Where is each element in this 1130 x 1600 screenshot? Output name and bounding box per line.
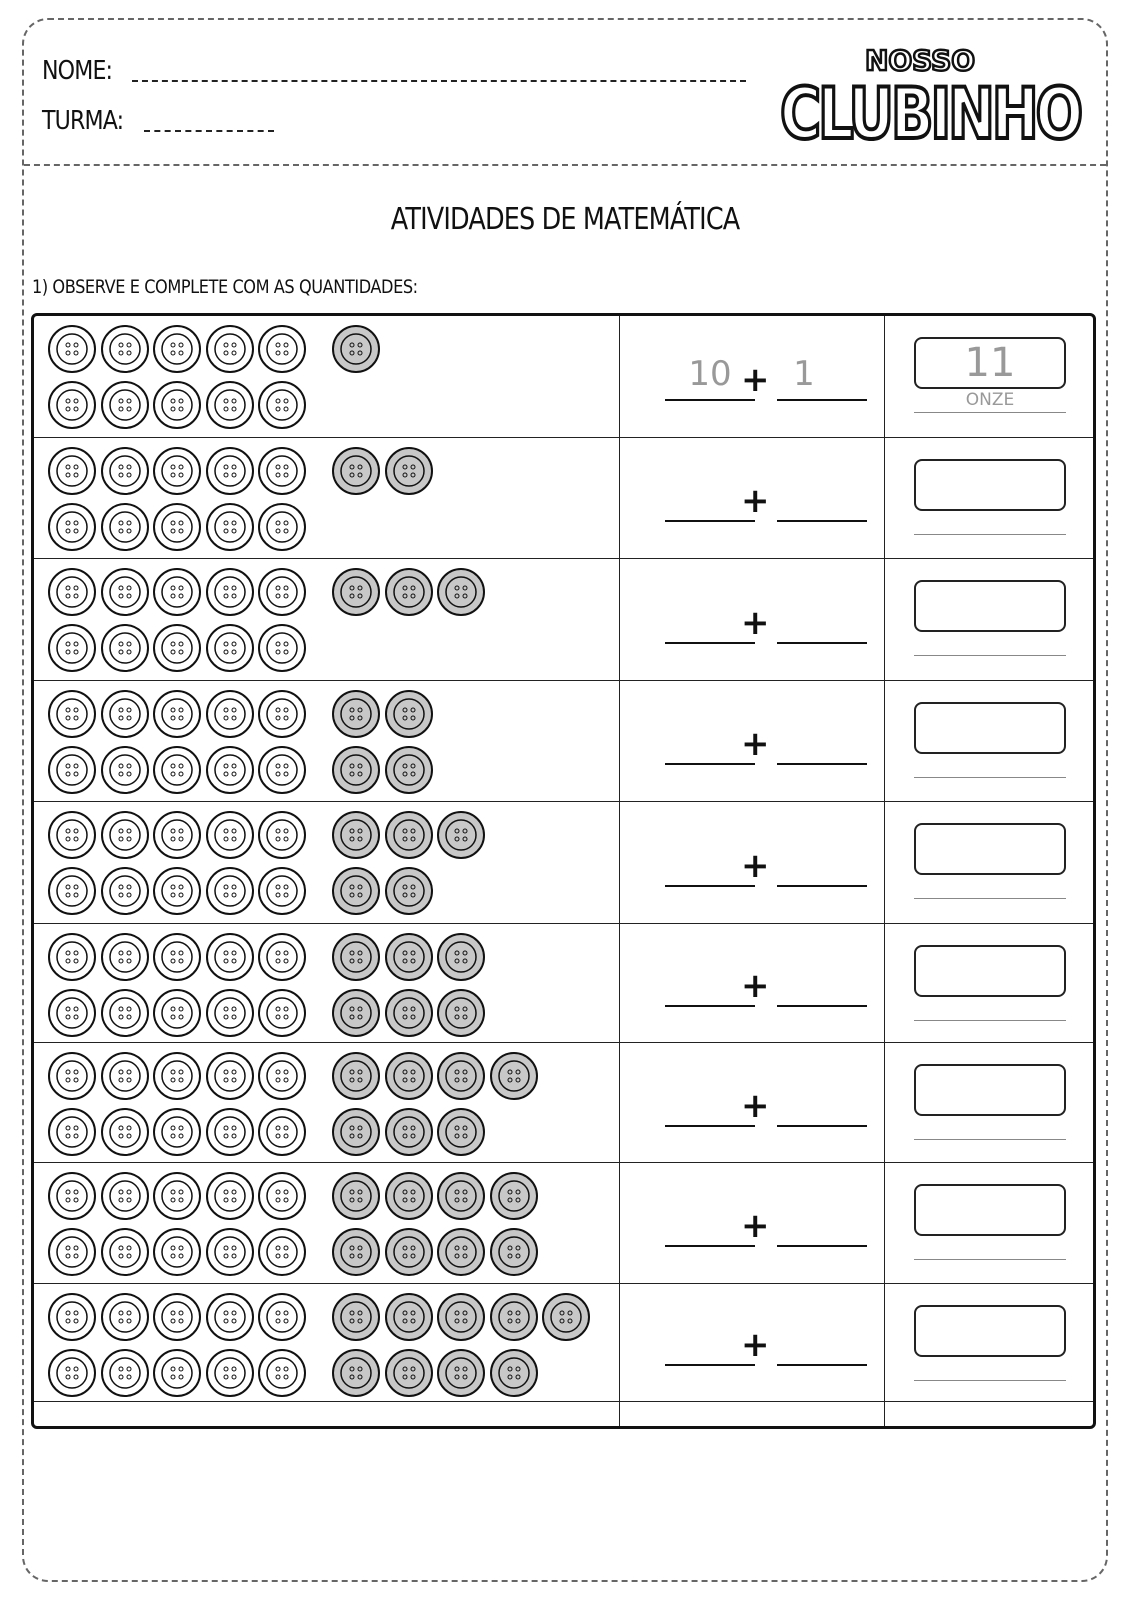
white-button-icon — [100, 380, 150, 430]
white-button-icon — [257, 1107, 307, 1157]
white-button-icon — [205, 1348, 255, 1398]
plus-sign: + — [741, 1086, 770, 1126]
plus-sign: + — [741, 1325, 770, 1365]
result-cell — [884, 1163, 1096, 1283]
gray-button-icon — [331, 1051, 381, 1101]
column-divider — [884, 316, 885, 1426]
gray-button-icon — [384, 866, 434, 916]
page-title: ATIVIDADES DE MATEMÁTICA — [390, 202, 740, 237]
gray-button-icon — [384, 745, 434, 795]
white-button-icon — [100, 446, 150, 496]
white-button-icon — [100, 623, 150, 673]
sum-cell — [619, 681, 884, 801]
gray-button-icon — [541, 1292, 591, 1342]
gray-button-icon — [331, 745, 381, 795]
gray-button-icon — [384, 1171, 434, 1221]
buttons-group — [34, 316, 619, 437]
white-button-icon — [205, 567, 255, 617]
white-button-icon — [47, 745, 97, 795]
white-button-icon — [257, 567, 307, 617]
gray-button-icon — [436, 988, 486, 1038]
white-button-icon — [152, 1227, 202, 1277]
sum-cell — [619, 559, 884, 680]
white-button-icon — [47, 689, 97, 739]
white-button-icon — [205, 988, 255, 1038]
gray-button-icon — [384, 1107, 434, 1157]
buttons-group — [34, 802, 619, 923]
white-button-icon — [257, 1292, 307, 1342]
gray-button-icon — [331, 932, 381, 982]
exercise-row — [34, 559, 1093, 681]
gray-button-icon — [331, 446, 381, 496]
result-number-box[interactable] — [914, 823, 1066, 875]
buttons-group — [34, 1284, 619, 1401]
exercise-instruction: 1) OBSERVE E COMPLETE COM AS QUANTIDADES: — [32, 276, 418, 298]
white-button-icon — [205, 1292, 255, 1342]
sum-cell — [619, 438, 884, 558]
white-button-icon — [47, 1348, 97, 1398]
white-button-icon — [47, 1051, 97, 1101]
result-cell — [884, 438, 1096, 558]
plus-sign: + — [741, 966, 770, 1006]
gray-button-icon — [436, 1227, 486, 1277]
gray-button-icon — [384, 1348, 434, 1398]
second-addend-blank[interactable] — [777, 642, 867, 644]
white-button-icon — [205, 446, 255, 496]
white-button-icon — [100, 932, 150, 982]
white-button-icon — [152, 567, 202, 617]
white-button-icon — [205, 932, 255, 982]
result-number-box[interactable] — [914, 459, 1066, 511]
column-divider — [619, 316, 620, 1426]
exercise-table — [31, 313, 1096, 1429]
gray-button-icon — [489, 1051, 539, 1101]
white-button-icon — [205, 502, 255, 552]
result-word-line[interactable] — [914, 1380, 1066, 1381]
result-number-box[interactable] — [914, 945, 1066, 997]
gray-button-icon — [436, 1107, 486, 1157]
white-button-icon — [257, 380, 307, 430]
result-word-line[interactable] — [914, 1139, 1066, 1140]
result-number-box[interactable] — [914, 1064, 1066, 1116]
logo-main-text: CLUBINHO — [780, 73, 1081, 155]
result-number-box[interactable]: 11 — [914, 337, 1066, 389]
gray-button-icon — [489, 1171, 539, 1221]
second-addend-blank[interactable] — [777, 520, 867, 522]
white-button-icon — [257, 324, 307, 374]
gray-button-icon — [331, 988, 381, 1038]
result-number-box[interactable] — [914, 1305, 1066, 1357]
result-word-line[interactable] — [914, 898, 1066, 899]
result-number-box[interactable] — [914, 1184, 1066, 1236]
gray-button-icon — [436, 1171, 486, 1221]
sum-cell — [619, 1163, 884, 1283]
header-divider — [24, 164, 1106, 166]
gray-button-icon — [436, 1348, 486, 1398]
gray-button-icon — [331, 1171, 381, 1221]
gray-button-icon — [331, 1348, 381, 1398]
buttons-group — [34, 559, 619, 680]
result-number-box[interactable] — [914, 580, 1066, 632]
white-button-icon — [257, 623, 307, 673]
result-cell — [884, 316, 1096, 437]
first-addend-value: 10 — [688, 354, 732, 394]
white-button-icon — [47, 380, 97, 430]
sum-cell — [619, 802, 884, 923]
sum-cell — [619, 924, 884, 1042]
exercise-row — [34, 438, 1093, 559]
plus-sign: + — [741, 1206, 770, 1246]
buttons-group — [34, 1043, 619, 1162]
white-button-icon — [47, 1107, 97, 1157]
white-button-icon — [152, 1171, 202, 1221]
white-button-icon — [152, 810, 202, 860]
buttons-group — [34, 681, 619, 801]
gray-button-icon — [331, 810, 381, 860]
buttons-group — [34, 924, 619, 1042]
name-label: NOME: — [42, 56, 113, 86]
gray-button-icon — [384, 932, 434, 982]
white-button-icon — [100, 1292, 150, 1342]
exercise-row — [34, 316, 1093, 438]
white-button-icon — [152, 380, 202, 430]
exercise-row — [34, 802, 1093, 924]
gray-button-icon — [384, 567, 434, 617]
white-button-icon — [152, 1348, 202, 1398]
white-button-icon — [205, 1171, 255, 1221]
exercise-row — [34, 1163, 1093, 1284]
class-label: TURMA: — [42, 106, 124, 136]
white-button-icon — [205, 689, 255, 739]
result-cell — [884, 802, 1096, 923]
white-button-icon — [205, 380, 255, 430]
result-cell — [884, 559, 1096, 680]
gray-button-icon — [331, 1292, 381, 1342]
white-button-icon — [205, 1107, 255, 1157]
white-button-icon — [152, 324, 202, 374]
white-button-icon — [47, 446, 97, 496]
gray-button-icon — [384, 1227, 434, 1277]
gray-button-icon — [489, 1292, 539, 1342]
second-addend-value: 1 — [793, 354, 815, 394]
result-cell — [884, 1043, 1096, 1162]
gray-button-icon — [331, 567, 381, 617]
exercise-row — [34, 1284, 1093, 1402]
white-button-icon — [152, 1107, 202, 1157]
buttons-group — [34, 1163, 619, 1283]
gray-button-icon — [436, 1051, 486, 1101]
white-button-icon — [47, 1171, 97, 1221]
result-word-line[interactable] — [914, 777, 1066, 778]
white-button-icon — [257, 1348, 307, 1398]
white-button-icon — [100, 1348, 150, 1398]
result-word: ONZE — [965, 390, 1015, 410]
white-button-icon — [152, 745, 202, 795]
white-button-icon — [152, 1292, 202, 1342]
white-button-icon — [100, 567, 150, 617]
white-button-icon — [257, 1051, 307, 1101]
gray-button-icon — [331, 689, 381, 739]
white-button-icon — [47, 567, 97, 617]
white-button-icon — [152, 866, 202, 916]
white-button-icon — [47, 988, 97, 1038]
white-button-icon — [152, 988, 202, 1038]
gray-button-icon — [331, 1227, 381, 1277]
white-button-icon — [100, 745, 150, 795]
buttons-group — [34, 438, 619, 558]
second-addend-blank[interactable] — [777, 1005, 867, 1007]
white-button-icon — [257, 1171, 307, 1221]
white-button-icon — [205, 324, 255, 374]
sum-cell — [619, 1043, 884, 1162]
gray-button-icon — [489, 1227, 539, 1277]
gray-button-icon — [384, 1292, 434, 1342]
white-button-icon — [100, 810, 150, 860]
white-button-icon — [205, 866, 255, 916]
second-addend-blank[interactable] — [777, 1245, 867, 1247]
white-button-icon — [47, 866, 97, 916]
white-button-icon — [205, 810, 255, 860]
white-button-icon — [100, 502, 150, 552]
white-button-icon — [152, 1051, 202, 1101]
logo-top-text: NOSSO — [864, 44, 976, 77]
name-field[interactable] — [132, 80, 746, 82]
result-number-box[interactable] — [914, 702, 1066, 754]
gray-button-icon — [384, 689, 434, 739]
result-word-line[interactable] — [914, 412, 1066, 413]
second-addend-blank[interactable] — [777, 1364, 867, 1366]
gray-button-icon — [331, 866, 381, 916]
white-button-icon — [100, 988, 150, 1038]
white-button-icon — [257, 932, 307, 982]
logo — [772, 40, 1090, 158]
result-cell — [884, 1284, 1096, 1401]
result-cell — [884, 681, 1096, 801]
white-button-icon — [205, 1227, 255, 1277]
gray-button-icon — [489, 1348, 539, 1398]
exercise-row — [34, 681, 1093, 802]
white-button-icon — [100, 1171, 150, 1221]
white-button-icon — [205, 745, 255, 795]
gray-button-icon — [384, 988, 434, 1038]
white-button-icon — [152, 932, 202, 982]
plus-sign: + — [741, 360, 770, 400]
white-button-icon — [100, 1107, 150, 1157]
white-button-icon — [152, 446, 202, 496]
second-addend-blank[interactable] — [777, 885, 867, 887]
gray-button-icon — [384, 810, 434, 860]
white-button-icon — [47, 1292, 97, 1342]
gray-button-icon — [331, 1107, 381, 1157]
white-button-icon — [257, 1227, 307, 1277]
white-button-icon — [100, 1227, 150, 1277]
sum-cell — [619, 316, 884, 437]
white-button-icon — [47, 1227, 97, 1277]
white-button-icon — [257, 988, 307, 1038]
white-button-icon — [257, 446, 307, 496]
result-cell — [884, 924, 1096, 1042]
plus-sign: + — [741, 603, 770, 643]
white-button-icon — [47, 932, 97, 982]
white-button-icon — [257, 866, 307, 916]
white-button-icon — [100, 866, 150, 916]
gray-button-icon — [436, 567, 486, 617]
white-button-icon — [257, 810, 307, 860]
sum-cell — [619, 1284, 884, 1401]
result-word-line[interactable] — [914, 1259, 1066, 1260]
white-button-icon — [152, 623, 202, 673]
white-button-icon — [47, 324, 97, 374]
white-button-icon — [257, 502, 307, 552]
gray-button-icon — [331, 324, 381, 374]
white-button-icon — [47, 810, 97, 860]
result-word-line[interactable] — [914, 655, 1066, 656]
gray-button-icon — [436, 810, 486, 860]
white-button-icon — [257, 689, 307, 739]
gray-button-icon — [436, 1292, 486, 1342]
second-addend-blank[interactable] — [777, 763, 867, 765]
white-button-icon — [152, 689, 202, 739]
white-button-icon — [100, 1051, 150, 1101]
second-addend-blank[interactable] — [777, 399, 867, 401]
exercise-row — [34, 1043, 1093, 1163]
white-button-icon — [47, 623, 97, 673]
gray-button-icon — [384, 446, 434, 496]
second-addend-blank[interactable] — [777, 1125, 867, 1127]
white-button-icon — [205, 623, 255, 673]
white-button-icon — [100, 324, 150, 374]
result-word-line[interactable] — [914, 534, 1066, 535]
plus-sign: + — [741, 724, 770, 764]
exercise-row — [34, 924, 1093, 1043]
gray-button-icon — [384, 1051, 434, 1101]
plus-sign: + — [741, 846, 770, 886]
white-button-icon — [257, 745, 307, 795]
class-field[interactable] — [144, 130, 274, 132]
plus-sign: + — [741, 481, 770, 521]
result-word-line[interactable] — [914, 1020, 1066, 1021]
gray-button-icon — [436, 932, 486, 982]
white-button-icon — [205, 1051, 255, 1101]
white-button-icon — [100, 689, 150, 739]
white-button-icon — [152, 502, 202, 552]
white-button-icon — [47, 502, 97, 552]
